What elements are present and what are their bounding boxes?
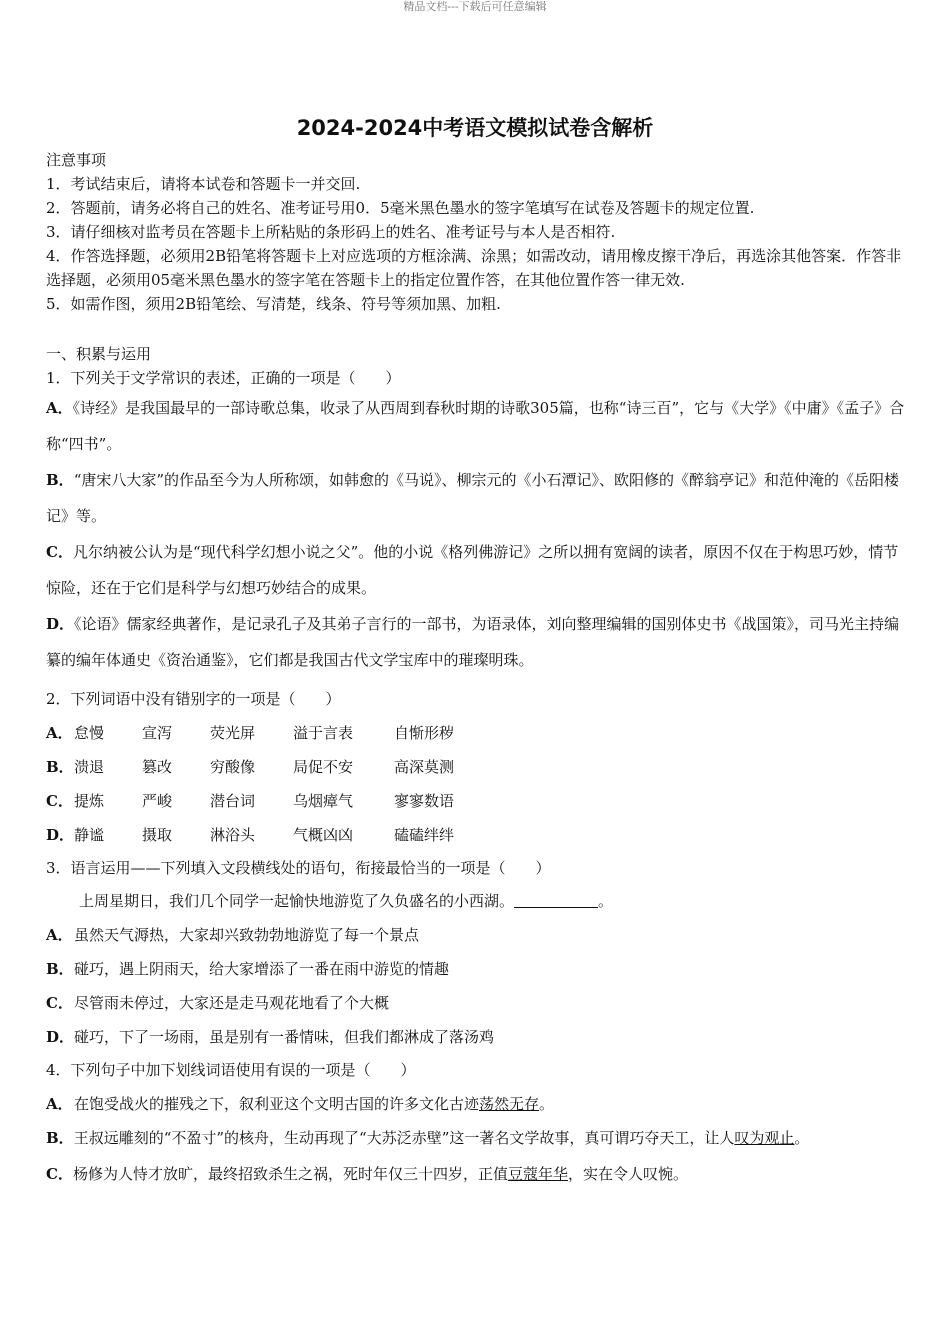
question-4-option-a — [46, 1092, 908, 1116]
notice-item: 4．作答选择题，必须用2B铅笔将答题卡上对应选项的方框涂满、涂黑；如需改动，请用橡皮擦干净后，再选涂其他答案．作答非选择题，必须用05毫米黑色墨水的签字笔在答题卡上的指定位置作答，在其他位置作答一律无效. — [46, 247, 902, 289]
option-text: 碰巧，遇上阴雨天，给大家增添了一番在雨中游览的情趣 — [74, 960, 450, 978]
passage-text: 上周星期日，我们几个同学一起愉快地游览了久负盛名的小西湖。 — [79, 892, 515, 910]
question-2-stem: 2．下列词语中没有错别字的一项是（ ） — [46, 690, 341, 708]
option-label: B． — [46, 758, 74, 776]
option-text-end: ，实在令人叹惋。 — [567, 1165, 688, 1183]
underlined-term: 荡然无存 — [479, 1095, 540, 1113]
option-label: B． — [46, 960, 74, 978]
option-word: 荧光屏 — [210, 724, 256, 742]
question-4-option-c — [46, 1156, 908, 1192]
notice-item: 1．考试结束后，请将本试卷和答题卡一并交回. — [46, 175, 361, 193]
option-word: 局促不安 — [293, 758, 354, 776]
option-label: A． — [46, 926, 73, 944]
option-word: 怠慢 — [74, 724, 105, 742]
option-label: C． — [46, 792, 73, 810]
option-label: B． — [46, 471, 74, 489]
option-text: 《论语》儒家经典著作，是记录孔子及其弟子言行的一部书，为语录体，刘向整理编辑的国别体史书《战国策》，司马光主持编纂的编年体通史《资治通鉴》，它们都是我国古代文学宝库中的璀璨明珠。 — [46, 615, 900, 669]
question-1-stem: 1．下列关于文学常识的表述，正确的一项是（ ） — [46, 369, 401, 387]
option-word: 寥寥数语 — [394, 792, 455, 810]
question-3-stem: 3．语言运用——下列填入文段横线处的语句，衔接最恰当的一项是（ ） — [46, 859, 551, 877]
option-word: 宣泻 — [142, 724, 173, 742]
option-word: 潜台词 — [210, 792, 256, 810]
option-label: C． — [46, 994, 73, 1012]
option-label: C． — [46, 1165, 73, 1183]
question-1-option-d — [46, 606, 908, 678]
underlined-term: 叹为观止 — [734, 1129, 795, 1147]
option-word: 自惭形秽 — [394, 724, 455, 742]
passage-end: 。 — [598, 892, 614, 910]
option-word: 篡改 — [142, 758, 173, 776]
question-3-option-d — [46, 1025, 908, 1049]
page-title: 2024-2024中考语文模拟试卷含解析 — [296, 116, 654, 140]
notice-item: 3．请仔细核对监考员在答题卡上所粘贴的条形码上的姓名、准考证号与本人是否相符. — [46, 223, 616, 241]
option-label: B． — [46, 1129, 74, 1147]
option-label: A． — [46, 399, 73, 417]
option-word: 提炼 — [74, 792, 105, 810]
question-3-option-c — [46, 991, 908, 1015]
question-3-passage — [46, 889, 908, 913]
option-text: 在饱受战火的摧残之下，叙利亚这个文明古国的许多文化古迹 — [74, 1095, 480, 1113]
option-word: 磕磕绊绊 — [394, 826, 455, 844]
option-label: A． — [46, 1095, 73, 1113]
option-word: 高深莫测 — [394, 758, 455, 776]
option-text: 虽然天气溽热，大家却兴致勃勃地游览了每一个景点 — [74, 926, 420, 944]
option-text: 碰巧，下了一场雨，虽是别有一番情味，但我们都淋成了落汤鸡 — [74, 1028, 495, 1046]
question-1-option-b — [46, 462, 908, 534]
option-text: 《诗经》是我国最早的一部诗歌总集，收录了从西周到春秋时期的诗歌305篇，也称“诗三百”，它与《大学》《中庸》《孟子》合称“四书”。 — [46, 399, 905, 453]
option-label: D． — [46, 826, 75, 844]
document-body — [46, 148, 908, 1192]
option-word: 穷酸像 — [210, 758, 256, 776]
question-2-option-c — [46, 789, 908, 813]
option-word: 溢于言表 — [293, 724, 354, 742]
option-text: 杨修为人恃才放旷，最终招致杀生之祸，死时年仅三十四岁，正值 — [72, 1165, 508, 1183]
fill-blank — [514, 892, 598, 908]
option-word: 摄取 — [142, 826, 173, 844]
header-note: 精品文档---下载后可任意编辑 — [403, 0, 547, 13]
question-2-option-d — [46, 823, 908, 847]
option-word: 淋浴头 — [210, 826, 256, 844]
question-1-option-a — [46, 390, 908, 462]
option-label: C． — [46, 543, 73, 561]
notice-heading: 注意事项 — [46, 151, 107, 169]
notice-item: 2．答题前，请务必将自己的姓名、准考证号用0．5毫米黑色墨水的签字笔填写在试卷及答题卡的规定位置. — [46, 199, 755, 217]
option-word: 溃退 — [74, 758, 105, 776]
question-4-option-b — [46, 1120, 908, 1156]
option-word: 气概凶凶 — [293, 826, 354, 844]
option-text-end: 。 — [794, 1129, 810, 1147]
question-4-stem: 4．下列句子中加下划线词语使用有误的一项是（ ） — [46, 1061, 416, 1079]
question-3-option-a — [46, 923, 908, 947]
underlined-term: 豆蔻年华 — [507, 1165, 568, 1183]
option-word: 严峻 — [142, 792, 173, 810]
option-text-end: 。 — [539, 1095, 555, 1113]
question-3-option-b — [46, 957, 908, 981]
notice-item: 5．如需作图，须用2B铅笔绘、写清楚，线条、符号等须加黑、加粗. — [46, 295, 501, 313]
option-label: D． — [46, 615, 75, 633]
option-text: “唐宋八大家”的作品至今为人所称颂，如韩愈的《马说》、柳宗元的《小石潭记》、欧阳修的《醉翁亭记》和范仲淹的《岳阳楼记》等。 — [46, 471, 900, 525]
option-word: 乌烟瘴气 — [293, 792, 354, 810]
option-text: 尽管雨未停过，大家还是走马观花地看了个大概 — [74, 994, 390, 1012]
option-text: 王叔远雕刻的“不盈寸”的核舟，生动再现了“大苏泛赤壁”这一著名文学故事，真可谓巧夺天工，让人 — [73, 1129, 735, 1147]
question-2-option-a — [46, 721, 908, 745]
option-label: D． — [46, 1028, 75, 1046]
section-heading: 一、积累与运用 — [46, 345, 152, 363]
option-label: A． — [46, 724, 73, 742]
option-word: 静谧 — [74, 826, 105, 844]
option-text: 凡尔纳被公认为是“现代科学幻想小说之父”。他的小说《格列佛游记》之所以拥有宽阔的读者，原因不仅在于构思巧妙，情节惊险，还在于它们是科学与幻想巧妙结合的成果。 — [46, 543, 899, 597]
question-1-option-c — [46, 534, 908, 606]
question-2-option-b — [46, 755, 908, 779]
